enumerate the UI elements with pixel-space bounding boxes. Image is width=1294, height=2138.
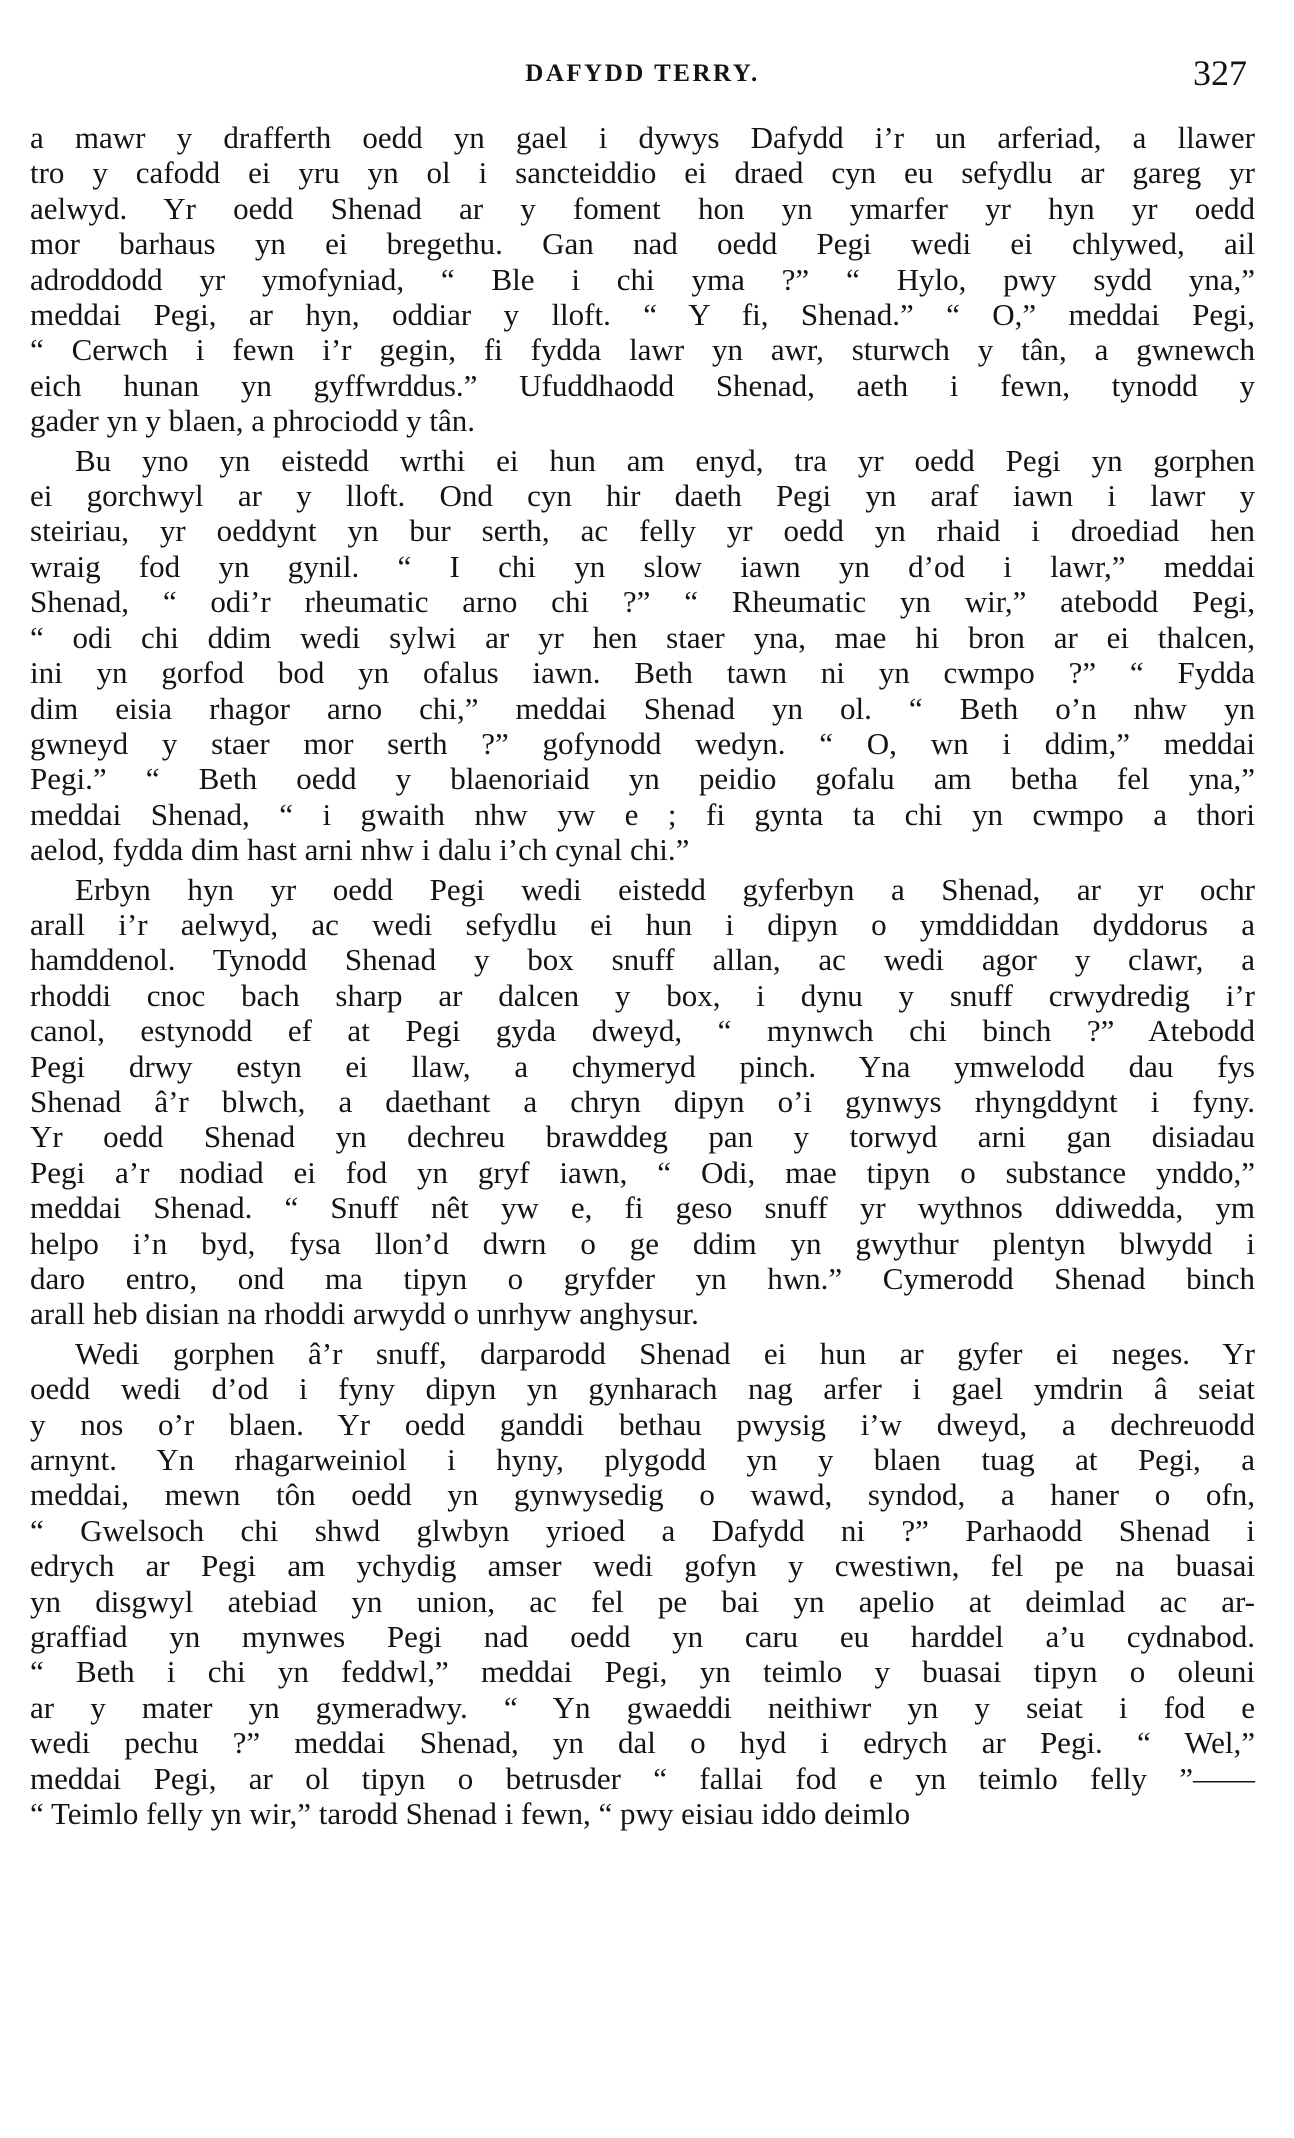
text-line: Pegi drwy estyn ei llaw, a chymeryd pinch. Yna ymwelodd dau fys — [30, 1048, 1255, 1084]
text-line: gader yn y blaen, a phrociodd y tân. — [30, 403, 476, 439]
text-line: meddai Pegi, ar ol tipyn o betrusder “ fallai fod e yn teimlo felly ”—— — [30, 1760, 1255, 1796]
text-line: y nos o’r blaen. Yr oedd ganddi bethau pwysig i’w dweyd, a dechreuodd — [30, 1406, 1255, 1442]
body-text — [30, 120, 1255, 1832]
text-line: wedi pechu ?” meddai Shenad, yn dal o hyd i edrych ar Pegi. “ Wel,” — [30, 1725, 1255, 1761]
text-line: yn disgwyl atebiad yn union, ac fel pe bai yn apelio at deimlad ac ar- — [30, 1583, 1255, 1619]
text-line: steiriau, yr oeddynt yn bur serth, ac felly yr oedd yn rhaid i droediad hen — [30, 513, 1255, 549]
text-line: Erbyn hyn yr oedd Pegi wedi eistedd gyferbyn a Shenad, ar yr ochr — [75, 871, 1255, 907]
text-line: ar y mater yn gymeradwy. “ Yn gwaeddi neithiwr yn y seiat i fod e — [30, 1689, 1255, 1725]
text-line: wraig fod yn gynil. “ I chi yn slow iawn yn d’od i lawr,” meddai — [30, 548, 1255, 584]
text-line: oedd wedi d’od i fyny dipyn yn gynharach nag arfer i gael ymdrin â seiat — [30, 1371, 1255, 1407]
paragraph — [30, 872, 1255, 1332]
text-line: aelwyd. Yr oedd Shenad ar y foment hon yn ymarfer yr hyn yr oedd — [30, 190, 1255, 226]
text-line: meddai Pegi, ar hyn, oddiar y lloft. “ Y fi, Shenad.” “ O,” meddai Pegi, — [30, 297, 1255, 333]
text-line: meddai Shenad, “ i gwaith nhw yw e ; fi gynta ta chi yn cwmpo a thori — [30, 796, 1255, 832]
running-title: DAFYDD TERRY. — [525, 60, 760, 87]
text-line: ini yn gorfod bod yn ofalus iawn. Beth tawn ni yn cwmpo ?” “ Fydda — [30, 655, 1255, 691]
text-line: mor barhaus yn ei bregethu. Gan nad oedd Pegi wedi ei chlywed, ail — [30, 226, 1255, 262]
text-line: Wedi gorphen â’r snuff, darparodd Shenad ei hun ar gyfer ei neges. Yr — [75, 1335, 1255, 1371]
text-line: daro entro, ond ma tipyn o gryfder yn hwn.” Cymerodd Shenad binch — [30, 1261, 1255, 1296]
text-line: “ Gwelsoch chi shwd glwbyn yrioed a Dafydd ni ?” Parhaodd Shenad i — [30, 1512, 1255, 1548]
text-line: meddai Shenad. “ Snuff nêt yw e, fi geso snuff yr wythnos ddiwedda, ym — [30, 1190, 1255, 1226]
text-line: “ Teimlo felly yn wir,” tarodd Shenad i fewn, “ pwy eisiau iddo deimlo — [30, 1796, 911, 1832]
text-line: eich hunan yn gyffwrddus.” Ufuddhaodd Shenad, aeth i fewn, tynodd y — [30, 367, 1255, 403]
text-line: tro y cafodd ei yru yn ol i sancteiddio ei draed cyn eu sefydlu ar gareg yr — [30, 155, 1255, 191]
text-line: “ odi chi ddim wedi sylwi ar yr hen staer yna, mae hi bron ar ei thalcen, — [30, 619, 1255, 655]
text-line: arnynt. Yn rhagarweiniol i hyny, plygodd yn y blaen tuag at Pegi, a — [30, 1442, 1255, 1478]
text-line: helpo i’n byd, fysa llon’d dwrn o ge ddim yn gwythur plentyn blwydd i — [30, 1225, 1255, 1261]
text-line: Pegi.” “ Beth oedd y blaenoriaid yn peidio gofalu am betha fel yna,” — [30, 761, 1255, 797]
text-line: aelod, fydda dim hast arni nhw i dalu i’ch cynal chi.” — [30, 832, 690, 868]
text-line: Shenad â’r blwch, a daethant a chryn dipyn o’i gynwys rhyngddynt i fyny. — [30, 1083, 1255, 1119]
paragraph — [30, 1336, 1255, 1832]
book-page — [30, 50, 1255, 1836]
text-line: a mawr y drafferth oedd yn gael i dywys Dafydd i’r un arferiad, a llawer — [30, 120, 1255, 155]
text-line: Yr oedd Shenad yn dechreu brawddeg pan y torwyd arni gan disiadau — [30, 1119, 1255, 1155]
text-line: Bu yno yn eistedd wrthi ei hun am enyd, tra yr oedd Pegi yn gorphen — [75, 442, 1255, 478]
text-line: “ Beth i chi yn feddwl,” meddai Pegi, yn teimlo y buasai tipyn o oleuni — [30, 1654, 1255, 1690]
text-line: hamddenol. Tynodd Shenad y box snuff allan, ac wedi agor y clawr, a — [30, 942, 1255, 978]
text-line: adroddodd yr ymofyniad, “ Ble i chi yma ?” “ Hylo, pwy sydd yna,” — [30, 261, 1255, 297]
text-line: canol, estynodd ef at Pegi gyda dweyd, “ mynwch chi binch ?” Atebodd — [30, 1013, 1255, 1049]
text-line: arall heb disian na rhoddi arwydd o unrhyw anghysur. — [30, 1296, 699, 1332]
text-line: graffiad yn mynwes Pegi nad oedd yn caru eu harddel a’u cydnabod. — [30, 1619, 1255, 1655]
text-line: gwneyd y staer mor serth ?” gofynodd wedyn. “ O, wn i ddim,” meddai — [30, 725, 1255, 761]
text-line: arall i’r aelwyd, ac wedi sefydlu ei hun i dipyn o ymddiddan dyddorus a — [30, 906, 1255, 942]
text-line: Pegi a’r nodiad ei fod yn gryf iawn, “ Odi, mae tipyn o substance ynddo,” — [30, 1154, 1255, 1190]
text-line: ei gorchwyl ar y lloft. Ond cyn hir daeth Pegi yn araf iawn i lawr y — [30, 478, 1255, 514]
text-line: dim eisia rhagor arno chi,” meddai Shenad yn ol. “ Beth o’n nhw yn — [30, 690, 1255, 726]
page-number: 327 — [1193, 53, 1247, 93]
text-line: “ Cerwch i fewn i’r gegin, fi fydda lawr yn awr, sturwch y tân, a gwnewch — [30, 332, 1255, 368]
paragraph — [30, 443, 1255, 868]
text-line: rhoddi cnoc bach sharp ar dalcen y box, i dynu y snuff crwydredig i’r — [30, 977, 1255, 1013]
text-line: meddai, mewn tôn oedd yn gynwysedig o wawd, syndod, a haner o ofn, — [30, 1477, 1255, 1513]
text-line: edrych ar Pegi am ychydig amser wedi gofyn y cwestiwn, fel pe na buasai — [30, 1548, 1255, 1584]
text-line: Shenad, “ odi’r rheumatic arno chi ?” “ Rheumatic yn wir,” atebodd Pegi, — [30, 584, 1255, 620]
running-head — [30, 50, 1255, 110]
paragraph — [30, 120, 1255, 439]
